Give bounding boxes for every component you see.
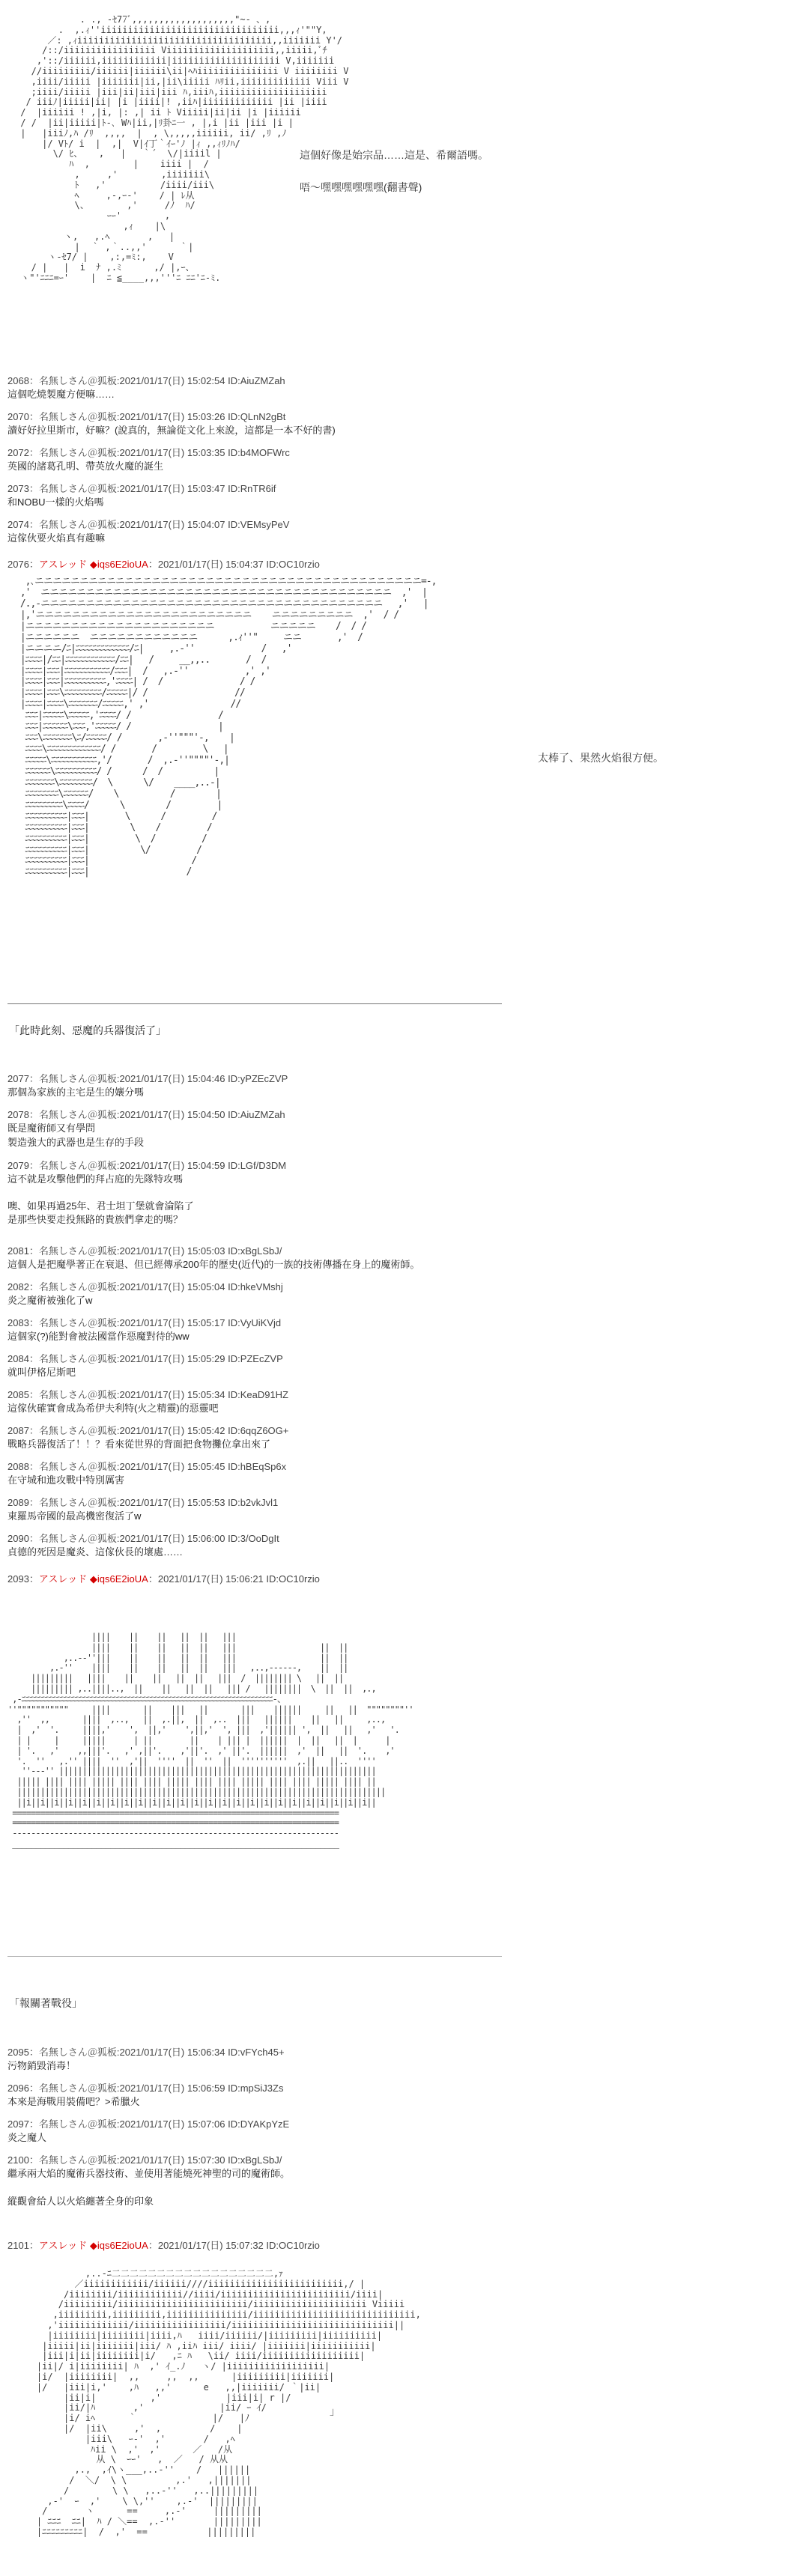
post-header: 2085：名無しさん＠狐板:2021/01/17(日) 15:05:34 ID:KeaD91HZ [7,1389,289,1400]
narration-line: 「此時此刻、惡魔的兵器復活了」 [9,1024,166,1036]
post-number: 2101： [7,2240,39,2251]
post-body: 和NOBU一樣的火焰嗎 [7,496,104,508]
reply-post [7,2046,794,2074]
reply-post [7,1496,794,1524]
post-body: 炎之魔人 [7,2132,47,2144]
post-header: 2089：名無しさん＠狐板:2021/01/17(日) 15:05:53 ID:b2vkJvl1 [7,1497,279,1508]
op-post [7,2239,794,2253]
author-name: アスレッド [38,1573,88,1585]
character-dialogue-1 [300,131,488,212]
post-header: 2095：名無しさん＠狐板:2021/01/17(日) 15:06:34 ID:vFYch45+ [7,2047,285,2058]
reply-post [7,446,794,474]
op-post [7,558,794,571]
reply-post [7,1460,794,1488]
reply-post [7,1388,794,1416]
post-body: 本來是海戰用裝備吧？>希臘火 [7,2096,140,2108]
post-body: 那個為家族的主宅是生的孃分嗎 [7,1087,145,1099]
reply-post [7,1281,794,1308]
ascii-art-scene-2: ,､ニニニニニニニニニニニニニニニニニニニニニニニニニニニニニニニニニニニニニニニニニニニ=-, ,' ニニニニニニニニニニニニニニニニニニニニニニニニニニニニニニニニニニニニニニニ ,' | /.,-ニニニニニニニニニニニニニニニニニニニニニニニニニニニニニニニニニニニニニニ ,' | |,'ニニニニニニニニニニニニニニニニニニニニニニニニ ニニニニニニニニニ ,' / / |ニニニニニニニニニニニニニニニニニニニニニ ニニニニニ / / / |ニニニニニニ ニニニニニニニニニニニニ ,.ｨ''" ニニ ,' / |ニニニニ/ﾆ|ﾆﾆﾆﾆﾆﾆﾆﾆﾆﾆﾆﾆﾆ/ﾆ| ,.-'' / ,' |ﾆﾆﾆﾆ|/ﾆﾆ|ﾆﾆﾆﾆﾆﾆﾆﾆﾆﾆﾆﾆ/ﾆﾆ| / __,,.. / / |ﾆﾆﾆﾆ|ﾆﾆﾆ|ﾆﾆﾆﾆﾆﾆﾆﾆﾆﾆﾆ/ﾆﾆﾆ| / ,.-'' ,' ,' |ﾆﾆﾆﾆ|ﾆﾆﾆ|ﾆﾆﾆﾆﾆﾆﾆﾆﾆﾆ,'ﾆﾆﾆﾆ| / / / / |ﾆﾆﾆﾆ|ﾆﾆﾆ\ﾆﾆﾆﾆﾆﾆﾆﾆﾆ/ﾆﾆﾆﾆﾆ|/ / // |ﾆﾆﾆﾆ|ﾆﾆﾆﾆ\ﾆﾆﾆﾆﾆﾆﾆ/ﾆﾆﾆﾆﾆ,' ,' // ﾆﾆﾆ|ﾆﾆﾆﾆﾆ\ﾆﾆﾆﾆﾆ,'ﾆﾆﾆﾆ/ / / ﾆﾆﾆ|ﾆﾆﾆﾆﾆﾆ\ﾆﾆﾆ,'ﾆﾆﾆﾆﾆ/ / | ﾆﾆﾆ\ﾆﾆﾆﾆﾆﾆﾆ\ﾆ/ﾆﾆﾆﾆﾆ/ / ,-''"""'-, | ﾆﾆﾆﾆ\ﾆﾆﾆﾆﾆﾆﾆﾆﾆﾆﾆﾆﾆ/ / / \ | ﾆﾆﾆﾆﾆ\ﾆﾆﾆﾆﾆﾆﾆﾆﾆﾆﾆ,'/ / ,.-''""""'-,| ﾆﾆﾆﾆﾆﾆ\ﾆﾆﾆﾆﾆﾆﾆﾆﾆﾆ/ / / / | ﾆﾆﾆﾆﾆﾆﾆ\ﾆﾆﾆﾆﾆﾆﾆﾆ/ \ \/ ____,..-| ﾆﾆﾆﾆﾆﾆﾆﾆ\ﾆﾆﾆﾆﾆﾆ/ \ / | ﾆﾆﾆﾆﾆﾆﾆﾆﾆ\ﾆﾆﾆﾆ/ \ / | ﾆﾆﾆﾆﾆﾆﾆﾆﾆﾆ|ﾆﾆﾆ| \ / / ﾆﾆﾆﾆﾆﾆﾆﾆﾆﾆ|ﾆﾆﾆ| \ / / ﾆﾆﾆﾆﾆﾆﾆﾆﾆﾆ|ﾆﾆﾆ| \ / / ﾆﾆﾆﾆﾆﾆﾆﾆﾆﾆ|ﾆﾆﾆ| \/ / ﾆﾆﾆﾆﾆﾆﾆﾆﾆﾆ|ﾆﾆﾆ| / ﾆﾆﾆﾆﾆﾆﾆﾆﾆﾆ|ﾆﾆﾆ| / [19,576,437,878]
post-body: 就叫伊格尼斯吧 [7,1367,76,1379]
post-body: 這個吃燒製魔方便嘛…… [7,389,115,401]
post-number: 2076： [7,559,39,570]
post-header: 2097：名無しさん＠狐板:2021/01/17(日) 15:07:06 ID:DYAKpYzE [7,2118,290,2130]
post-header [7,2239,794,2253]
reply-post [7,2154,794,2209]
post-header: 2100：名無しさん＠狐板:2021/01/17(日) 15:07:30 ID:xBgLSbJ/ [7,2154,282,2166]
scene-divider [7,1003,502,1004]
scene-divider [7,1956,502,1957]
post-body: 在守城和進攻戰中特別厲害 [7,1474,125,1486]
reply-post [7,1532,794,1560]
ascii-art-scene-1: . ., -ｾ77ﾞ,,,,,,,,,,,,,,,,,,,"~- 、, . ,.ｨ''iiiiiiiiiiiiiiiiiiiiiiiiiiiiiiiii,,,ｨ'""Y, ／: ,ｨiiiiiiiiiiiiiiiiiiiiiiiiiiiiiiiiiiii,,iiiiiii Y'/ /::/iiiiiiiiiiiiiiiii Viiiiiiiiiiiiiiiiiiii,,iiiii,ﾞﾁ ,'::/iiiiii,iiiiiiiiiiii|iiiiiiiiiiiiiiiiiiii V,iiiiiii //iiiiiiiii/iiiiii|iiiiii\ii|ﾍﾊiiiiiiiiiiiiiii V iiiiiiii V ,iiii/iiiii |iiiiiii|ii,|ii\iiiii ﾊﾘii,iiiiiiiiiiiii Viii V ;iiii/iiiii |iii|ii|iii|iii ﾊ,iiiﾊ,iiiiiiiiiiiiiiiiiiii / iiiﾉ|iiiii|ii| |i |iiii|! ,iiﾊ|iiiiiiiiiiiii |ii |iiii / |iiiiii ! ,|i, |: ,| ii ﾄ Viiiii|ii|ii |i |iiiiii / / |ii|iiiii|ﾄ-､ Wﾊ|ii,|ﾘ卦ﾆ一 , |,i |ii |iii |i | | |iiiﾉ,ﾊ /ﾘ ,,,, | , \,,,,,iiiiii, ii/ ,ﾘ ,ﾉ |/ Vﾄ/ i | ,| V|ｲ丁｀ｲｰ'ﾉ |ｨ ,,ｨﾘﾉﾊ/ \/ ﾋ、 , | ｀´ \/|iiiil | ﾊ , | iiii | / , ,' ,iiiiiii\ ﾄ ,' /iiii/iii\ ﾍ ,-,ｰ-' / | ﾚ从 \、 ,' /ﾉ ﾊ/ ｰｰ' , ,ｨ |\ ヽ, ,.ﾍ , | | ｀ ,｀..,,' ｀| ヽ-ｾ7/ | ,:,=ﾐ:, V / | | i ﾅ ,.ﾐ ,/ |,ｰ、 ヽ"'ﾆﾆﾆ=ｰ' | ﾆ ≦____,,,'''ﾆ ﾆﾆ'ﾆ-ﾐ. [20,14,349,283]
post-body: 這個家(?)能對會被法國當作惡魔對待的ww [7,1331,190,1343]
author-name: アスレッド [38,559,88,570]
post-body: 炎之魔術被強化了w [7,1295,93,1307]
character-dialogue-3: 」 [330,2405,340,2417]
reply-post [7,374,794,402]
post-body: 英國的諸葛孔明、帶英放火魔的誕生 [7,461,164,473]
reply-post [7,1316,794,1344]
author-trip: ◆iqs6E2ioUA [89,2240,148,2251]
reply-post [7,1072,794,1100]
post-meta: ：2021/01/17(日) 15:06:21 ID:OC10rzio [148,1573,320,1585]
author-trip: ◆iqs6E2ioUA [89,1573,148,1585]
post-body: 污物銷毀消毒！ [7,2060,76,2072]
reply-post [7,2118,794,2145]
post-header: 2079：名無しさん＠狐板:2021/01/17(日) 15:04:59 ID:LGf/D3DM [7,1160,287,1171]
reply-post [7,1108,794,1149]
reply-post [7,1159,794,1187]
post-header: 2087：名無しさん＠狐板:2021/01/17(日) 15:05:42 ID:6qqZ6OG+ [7,1425,289,1436]
dialogue-line: 唔～嘿嘿嘿嘿嘿嘿(翻書聲) [300,181,422,194]
reply-post [7,1200,794,1227]
post-body: 讀好好拉里斯市，好嘛？(說真的，無論從文化上來說，這都是一本不好的書) [7,425,336,437]
post-body: 噢、如果再過25年、君士坦丁堡就會淪陷了 是那些快要走投無路的貴族們拿走的嗎？ [7,1200,194,1226]
reply-post [7,1424,794,1452]
post-header: 2077：名無しさん＠狐板:2021/01/17(日) 15:04:46 ID:yPZEcZVP [7,1073,288,1084]
post-header: 2096：名無しさん＠狐板:2021/01/17(日) 15:06:59 ID:mpSiJ3Zs [7,2083,284,2094]
post-body: 這傢伙確實會成為希伊夫利特(火之精靈)的惡靈吧 [7,1403,219,1415]
post-header: 2090：名無しさん＠狐板:2021/01/17(日) 15:06:00 ID:3/OoDgIt [7,1533,279,1544]
reply-post [7,1352,794,1380]
post-header: 2073：名無しさん＠狐板:2021/01/17(日) 15:03:47 ID:RnTR6if [7,483,276,494]
reply-post [7,410,794,438]
ascii-art-scene-3: |||| || || || || ||| |||| || || || || ||| || || ,..--''||| || || || || ||| || || ,.-'' |||| || || || || ||| ,..,------, || || ||||||||| |||| || || || || ||| / |||||||| \ || || ||||||||| ,..||||.., || || || || ||| / |||||||| \ || || ,., ,-ﾆﾆﾆﾆﾆﾆﾆﾆﾆﾆﾆﾆﾆﾆﾆﾆﾆﾆﾆﾆﾆﾆﾆﾆﾆﾆﾆﾆﾆﾆﾆﾆﾆﾆﾆﾆﾆﾆﾆﾆﾆﾆﾆﾆﾆﾆﾆﾆﾆﾆﾆﾆﾆﾆﾆﾆﾆﾆﾆﾆﾆﾆﾆﾆﾆﾆﾆ-、 ''""""""""""" |||| || ||| || ||| |||||| || || """"""""'' ,'' ,, |||| ,.., || ,.||, || ,.. ||| |||||| || || ,.., | ,' '. ||||,' ', ||,' ',||,' ', ||| ,'|||||| ', || || ,' '. | | | ||||| | || || | ||| | |||||| | || || | | | '. ,' ,,|||'. ,' ,||'. ,'||'. ,' ||'. |||||| ,' || || '. ,' '. '' ,.'' |||| '' ,'|| '''' || '' || '''''''''' ,.|| ||.. '''' ''---'' |||||||||||||||||||||||||||||||||||||||||||||||||||||||||||||||||||| ||||| |||| |||| ||||| |||| |||| ||||| |||| |||| ||||| |||| |||| ||||| |||| || ||||||||||||||||||||||||||||||||||||||||||||||||||||||||||||||||||||||||||||||| ||i||i||i||i||i||i||i||i||i||i||i||i||i||i||i||i||i||i||i||i||i||i||i||i||i|| ====================================================================== ====================================================================== ---------------------------------------------------------------------- ______________________________________________________________________ [7,1632,413,1849]
reply-post [7,482,794,510]
narration-line: 「報關著戰役」 [9,1997,82,2009]
post-header: 2072：名無しさん＠狐板:2021/01/17(日) 15:03:35 ID:b4MOFWrc [7,447,290,458]
post-header [7,558,794,571]
post-number: 2093： [7,1573,39,1585]
post-header: 2082：名無しさん＠狐板:2021/01/17(日) 15:05:04 ID:hkeVMshj [7,1281,283,1292]
post-body: 這個人是把魔學著正在衰退、但已經傳承200年的歷史(近代)的一族的技術傳播在身上的魔術師。 [7,1259,420,1271]
author-trip: ◆iqs6E2ioUA [89,559,148,570]
op-post [7,1573,794,1586]
post-header [7,1573,794,1586]
post-body: 這不就是攻擊他們的拜占庭的先隊特攻嗎 [7,1173,184,1185]
reply-post [7,518,794,546]
character-dialogue-2: 太棒了、果然火焰很方便。 [538,752,664,764]
post-header: 2074：名無しさん＠狐板:2021/01/17(日) 15:04:07 ID:VEMsyPeV [7,519,290,530]
dialogue-line: 這個好像是始宗品……這是、希爾語嗎。 [300,148,488,161]
post-header: 2078：名無しさん＠狐板:2021/01/17(日) 15:04:50 ID:AiuZMZah [7,1109,285,1120]
author-name: アスレッド [38,2240,88,2251]
post-meta: ：2021/01/17(日) 15:04:37 ID:OC10rzio [148,559,320,570]
post-header: 2083：名無しさん＠狐板:2021/01/17(日) 15:05:17 ID:VyUiKVjd [7,1317,282,1328]
post-header: 2070：名無しさん＠狐板:2021/01/17(日) 15:03:26 ID:QLnN2gBt [7,411,286,422]
post-body: 貞德的死因是魔炎、這傢伙長的壞處…… [7,1546,184,1558]
post-header: 2081：名無しさん＠狐板:2021/01/17(日) 15:05:03 ID:xBgLSbJ/ [7,1245,282,1257]
reply-post [7,1245,794,1272]
post-body: 東羅馬帝國的最高機密復活了w [7,1510,142,1522]
post-header: 2088：名無しさん＠狐板:2021/01/17(日) 15:05:45 ID:hBEqSp6x [7,1461,287,1472]
post-body: 戰略兵器復活了！！？看來從世界的背面把食物攤位拿出來了 [7,1439,271,1450]
ascii-art-scene-4: ,..-ﾆ二二二二二二二二二二二二二二二二二二,ｧ ／iiiiiiiiiiii/iiiiii////iiiiiiiiiiiiiiiiiiiiiiiii,/ | /iiiiiiii/iiiiiiiiiiii//iiii/iiiiiiiiiiiiiiiiiiiiiiii/iiii| /iiiiiiiii/iiiiiiiiiiiiiiiiiiiiiiii/iiiiiiiiiiiiiiiiiiiii Viiiii ,iiiiiiiii,iiiiiiiii,iiiiiiiiiiiiiii/iiiiiiiiiiiiiiiiiiiiiiiiiiiiii, ,'iiiiiiiiiiiii/iiiiiiiiiiiiiiiii/iiiiiiiiiiiiiiiiiiiiiiiiiiiiii|| |iiiiiiii|iiiiiiii|iiii,ﾊ iiii/iiiiii/|iiiiiiiii|iiiiiiiiii| |iiiii|ii|iiiiiii|iii/ ﾊ ,iiﾊ iii/ iiii/ |iiiiiii|iiiiiiiiiii| |iii|i|ii|iiiiiiii|i/ ,ﾆ ﾊ \ii/ iiii/iiiiiiiiiiiiiiiiii| |ii|/ i|iiiiiiii| ﾊ ,' ｲ_.ﾉ ヽ/ |iiiiiiiiiiiiiiiiii| |i/ |iiiiiiii| ,, ,, ,, |iiiiiiiii|iiiiiii| |/ |iii|i,' ,ﾊ ,,' e ,,|iiiiiii/ ｀|ii| |ii|i| ,' |iii|i| r |/ |ii/|ﾊ ,' |ii/ ｰ ｲ/ |i/ iﾍ ｀ |/ |ﾉ |/ |ii\ ,' , / | |iii\ ｰ-' ,' / ,ﾍ ﾊii \ ,' ,' ／ /从 从 \ ｰｰ' , ／ / 从从 ,., ,ｲ\ヽ___,..-'' / |||||| / ＼/ \ \ ,.' ,||||||| / \ \ ,..-'' ,..||||||||| ,-' ｰ ,' \ \,'' ,.-' ||||||||| / ヽ == ,.-' ||||||||| | ﾆﾆﾆ ﾆﾆ| ﾊ / ＼== ,.-'' ||||||||| |ﾆﾆﾆﾆﾆﾆﾆﾆﾆ| / ,' == ||||||||| [36,2268,421,2537]
reply-post [7,2082,794,2109]
post-body: 繼承兩大焰的魔術兵器技術、並使用著能燒死神聖的司的魔術師。 縱觀會給人以火焰纏著全身的印象 [7,2168,291,2208]
post-header: 2084：名無しさん＠狐板:2021/01/17(日) 15:05:29 ID:PZEcZVP [7,1353,283,1364]
post-header: 2068：名無しさん＠狐板:2021/01/17(日) 15:02:54 ID:AiuZMZah [7,375,285,386]
post-meta: ：2021/01/17(日) 15:07:32 ID:OC10rzio [148,2240,320,2251]
post-body: 既是魔術師又有學問 製造強大的武器也是生存的手段 [7,1123,145,1148]
post-body: 這傢伙要火焰真有趣嘛 [7,532,106,544]
